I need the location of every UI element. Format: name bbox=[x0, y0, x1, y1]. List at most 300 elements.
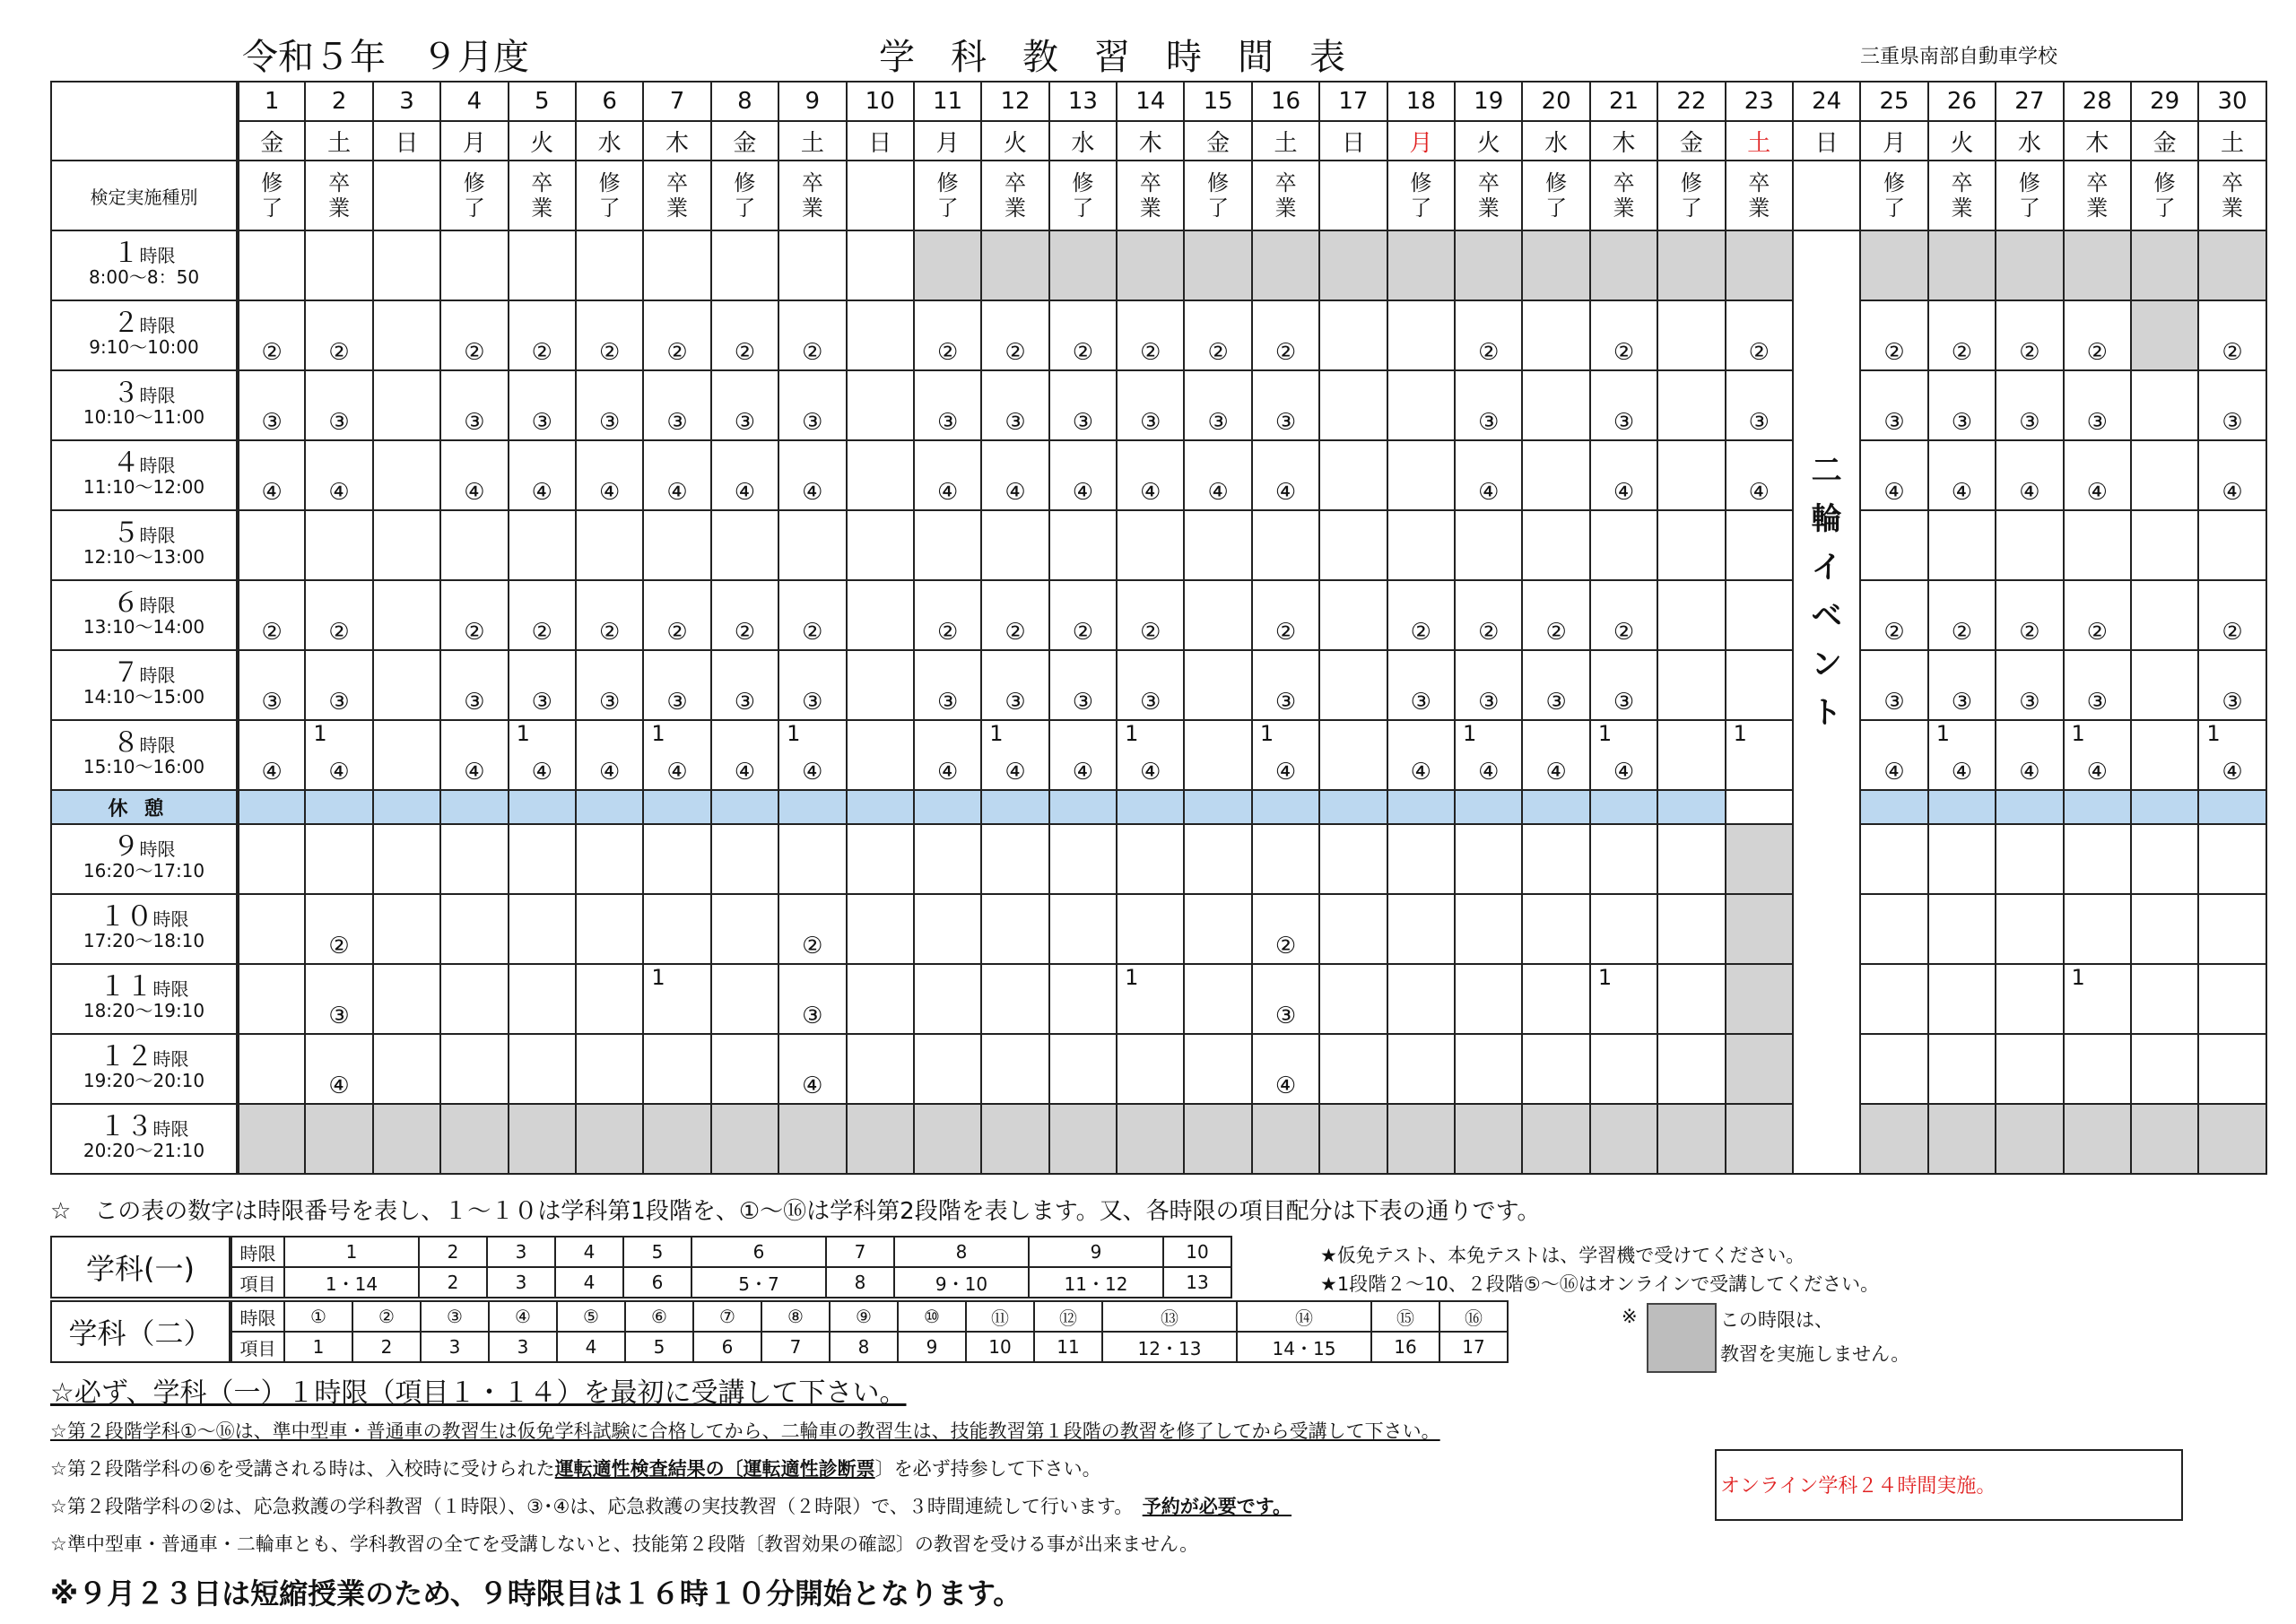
schedule-cell bbox=[1455, 300, 1522, 370]
schedule-cell bbox=[778, 230, 846, 300]
schedule-cell bbox=[981, 300, 1048, 370]
weekday: 日 bbox=[1319, 121, 1387, 161]
schedule-cell bbox=[1184, 1034, 1251, 1104]
stage2-period: ② bbox=[261, 619, 283, 646]
schedule-cell bbox=[2064, 230, 2131, 300]
schedule-cell bbox=[1657, 1104, 1725, 1174]
stage2-period: ③ bbox=[2086, 409, 2108, 436]
exam-kind bbox=[1319, 161, 1387, 230]
stage2-period: ③ bbox=[598, 689, 621, 716]
schedule-cell bbox=[1319, 300, 1387, 370]
schedule-cell bbox=[2131, 510, 2198, 580]
schedule-cell bbox=[1590, 824, 1657, 894]
stage2-period: ② bbox=[1410, 619, 1431, 646]
weekday: 月 bbox=[440, 121, 508, 161]
stage2-period: ④ bbox=[1410, 759, 1431, 786]
day-number: 27 bbox=[1996, 82, 2063, 121]
stage2-period: ② bbox=[2086, 339, 2108, 366]
schedule-cell bbox=[1522, 370, 1589, 440]
schedule-cell bbox=[1319, 1034, 1387, 1104]
gray-swatch bbox=[1647, 1303, 1717, 1373]
schedule-cell bbox=[1590, 230, 1657, 300]
stage2-period: ② bbox=[666, 619, 688, 646]
rest-cell bbox=[2064, 790, 2131, 824]
day-number: 19 bbox=[1455, 82, 1522, 121]
exam-kind: 卒 業 bbox=[1726, 161, 1793, 230]
stage2-period: ② bbox=[531, 619, 552, 646]
schedule-cell bbox=[643, 370, 710, 440]
stage2-period: ③ bbox=[328, 689, 350, 716]
period-row bbox=[51, 300, 2266, 370]
schedule-cell bbox=[1184, 230, 1251, 300]
day-number: 23 bbox=[1726, 82, 1793, 121]
period-label bbox=[51, 440, 238, 510]
schedule-cell bbox=[711, 370, 778, 440]
schedule-cell bbox=[643, 510, 710, 580]
schedule-cell bbox=[1657, 440, 1725, 510]
schedule-cell bbox=[981, 370, 1048, 440]
subject-item: 14・15 bbox=[1237, 1332, 1371, 1362]
schedule-cell bbox=[1657, 824, 1725, 894]
day-number: 14 bbox=[1117, 82, 1184, 121]
schedule-cell bbox=[509, 650, 576, 720]
schedule-cell bbox=[847, 370, 914, 440]
schedule-cell bbox=[238, 230, 305, 300]
period-suffix: 時限 bbox=[139, 385, 176, 406]
note-3b: 予約が必要です。 bbox=[1142, 1496, 1292, 1517]
schedule-cell bbox=[1455, 510, 1522, 580]
period-time: 17:20～18:10 bbox=[83, 930, 205, 951]
schedule-cell bbox=[914, 824, 981, 894]
schedule-cell bbox=[373, 964, 440, 1034]
stage2-period: ② bbox=[2019, 619, 2040, 646]
schedule-cell bbox=[373, 824, 440, 894]
schedule-cell bbox=[1928, 824, 1996, 894]
period-time: 10:10～11:00 bbox=[83, 406, 205, 428]
schedule-cell bbox=[373, 510, 440, 580]
schedule-cell bbox=[440, 650, 508, 720]
exam-kind: 修 了 bbox=[1049, 161, 1117, 230]
day-number: 18 bbox=[1387, 82, 1455, 121]
schedule-cell bbox=[1117, 720, 1184, 790]
period-label bbox=[51, 650, 238, 720]
subject-item: 9・10 bbox=[894, 1267, 1029, 1298]
schedule-cell bbox=[1726, 824, 1793, 894]
subject-item: 9 bbox=[898, 1332, 966, 1362]
stage2-period: ④ bbox=[2019, 479, 2040, 506]
schedule-cell bbox=[1117, 580, 1184, 650]
stage2-period: ④ bbox=[666, 759, 688, 786]
period-label bbox=[51, 580, 238, 650]
stage2-period: ③ bbox=[1748, 409, 1770, 436]
schedule-cell bbox=[2198, 650, 2266, 720]
stage1-period: 1 bbox=[1259, 721, 1274, 746]
schedule-cell bbox=[1657, 720, 1725, 790]
schedule-cell bbox=[711, 440, 778, 510]
schedule-cell bbox=[1928, 720, 1996, 790]
period-row bbox=[51, 894, 2266, 964]
schedule-cell bbox=[1049, 230, 1117, 300]
period-suffix: 時限 bbox=[139, 455, 176, 476]
stage2-period: ④ bbox=[328, 759, 350, 786]
stage2-period: ③ bbox=[1883, 689, 1905, 716]
stage2-period: ④ bbox=[531, 479, 552, 506]
schedule-cell bbox=[1455, 894, 1522, 964]
stage2-period: ③ bbox=[1545, 689, 1567, 716]
stage2-period: ② bbox=[1883, 619, 1905, 646]
note-1-text: ☆第２段階学科①～⑯は、準中型車・普通車の教習生は仮免学科試験に合格してから、二輪車の教習生は、技能教習第１段階の教習を修了してから受講して下さい。 bbox=[50, 1420, 1440, 1442]
stage2-period: ④ bbox=[1478, 759, 1500, 786]
schedule-cell bbox=[1726, 230, 1793, 300]
schedule-cell bbox=[373, 370, 440, 440]
stage2-period: ③ bbox=[1613, 689, 1635, 716]
stage2-period: ④ bbox=[1478, 479, 1500, 506]
schedule-cell bbox=[1455, 440, 1522, 510]
stage2-period: ② bbox=[666, 339, 688, 366]
schedule-cell bbox=[643, 1104, 710, 1174]
subject-period: ⑫ bbox=[1034, 1301, 1102, 1332]
stage2-period: ② bbox=[1951, 339, 1973, 366]
schedule-cell bbox=[914, 230, 981, 300]
stage2-period: ④ bbox=[1613, 759, 1635, 786]
weekday: 金 bbox=[238, 121, 305, 161]
schedule-cell bbox=[1860, 230, 1927, 300]
exam-kind: 卒 業 bbox=[778, 161, 846, 230]
stage2-period: ② bbox=[1207, 339, 1229, 366]
stage2-period: ④ bbox=[802, 479, 823, 506]
subject-period: ⑦ bbox=[693, 1301, 761, 1332]
stage2-period: ③ bbox=[1883, 409, 1905, 436]
period-suffix: 時限 bbox=[152, 1048, 189, 1070]
schedule-cell bbox=[847, 300, 914, 370]
stage1-period: 1 bbox=[1597, 721, 1613, 746]
stage2-period: ③ bbox=[1140, 689, 1161, 716]
schedule-cell bbox=[2064, 720, 2131, 790]
stage1-period: 1 bbox=[1733, 721, 1747, 746]
day-number: 30 bbox=[2198, 82, 2266, 121]
subject-period: 2 bbox=[419, 1237, 487, 1267]
schedule-cell bbox=[509, 1104, 576, 1174]
day-number: 26 bbox=[1928, 82, 1996, 121]
stage2-period: ③ bbox=[1004, 689, 1026, 716]
stage2-period: ④ bbox=[531, 759, 552, 786]
stage2-period: ② bbox=[1748, 339, 1770, 366]
schedule-cell bbox=[1996, 580, 2063, 650]
schedule-cell bbox=[1522, 440, 1589, 510]
schedule-cell bbox=[711, 894, 778, 964]
subject-period: ⑩ bbox=[898, 1301, 966, 1332]
day-number: 15 bbox=[1184, 82, 1251, 121]
note-must-text: ☆必ず、学科（一）１時限（項目１・１４）を最初に受講して下さい。 bbox=[50, 1377, 907, 1409]
rest-cell bbox=[778, 790, 846, 824]
schedule-cell bbox=[1252, 1034, 1319, 1104]
schedule-table bbox=[50, 81, 2267, 1175]
period-time: 8:00～8：50 bbox=[88, 266, 200, 288]
stage2-period: ② bbox=[531, 339, 552, 366]
exam-kind: 修 了 bbox=[914, 161, 981, 230]
weekday: 土 bbox=[778, 121, 846, 161]
subject-label: 学科（二） bbox=[51, 1301, 230, 1362]
schedule-cell bbox=[778, 580, 846, 650]
schedule-cell bbox=[1726, 1034, 1793, 1104]
rest-cell bbox=[1657, 790, 1725, 824]
schedule-cell bbox=[1117, 510, 1184, 580]
schedule-cell bbox=[1455, 964, 1522, 1034]
period-time: 20:20～21:10 bbox=[83, 1140, 205, 1161]
period-row bbox=[51, 824, 2266, 894]
stage2-period: ② bbox=[2086, 619, 2108, 646]
exam-kind bbox=[847, 161, 914, 230]
period-time: 16:20～17:10 bbox=[83, 860, 205, 881]
schedule-cell bbox=[847, 510, 914, 580]
period-time: 9:10～10:00 bbox=[89, 336, 199, 358]
schedule-cell bbox=[2198, 1034, 2266, 1104]
day-number: 12 bbox=[981, 82, 1048, 121]
schedule-cell bbox=[2064, 370, 2131, 440]
weekday: 土 bbox=[2198, 121, 2266, 161]
subject-item-row bbox=[51, 1332, 1508, 1362]
schedule-cell bbox=[1860, 1104, 1927, 1174]
schedule-cell bbox=[1387, 964, 1455, 1034]
schedule-cell bbox=[576, 510, 643, 580]
schedule-cell bbox=[1928, 964, 1996, 1034]
stage2-period: ③ bbox=[1478, 689, 1500, 716]
period-time: 14:10～15:00 bbox=[83, 686, 205, 708]
schedule-cell bbox=[1252, 824, 1319, 894]
schedule-cell bbox=[1319, 720, 1387, 790]
day-number: 3 bbox=[373, 82, 440, 121]
subject-item: 11 bbox=[1034, 1332, 1102, 1362]
exam-kind: 修 了 bbox=[1657, 161, 1725, 230]
subject-period: ⑧ bbox=[761, 1301, 830, 1332]
schedule-cell bbox=[1387, 300, 1455, 370]
rest-cell bbox=[373, 790, 440, 824]
schedule-cell bbox=[1860, 510, 1927, 580]
subject-period: ③ bbox=[421, 1301, 489, 1332]
stage2-period: ③ bbox=[1478, 409, 1500, 436]
rest-cell bbox=[1455, 790, 1522, 824]
schedule-cell bbox=[778, 300, 846, 370]
schedule-cell bbox=[1860, 580, 1927, 650]
stage2-period: ② bbox=[328, 619, 350, 646]
subject-item: 8 bbox=[830, 1332, 898, 1362]
stage2-period: ③ bbox=[328, 409, 350, 436]
schedule-cell bbox=[1928, 510, 1996, 580]
weekday: 水 bbox=[1522, 121, 1589, 161]
schedule-cell bbox=[1996, 720, 2063, 790]
note-4: ☆準中型車・普通車・二輪車とも、学科教習の全てを受講しないと、技能第２段階〔教習効果の確認〕の教習を受ける事が出来ません。 bbox=[50, 1533, 1199, 1555]
schedule-cell bbox=[576, 1034, 643, 1104]
schedule-cell bbox=[1590, 964, 1657, 1034]
schedule-cell bbox=[1117, 650, 1184, 720]
stage2-period: ③ bbox=[1274, 409, 1297, 436]
schedule-cell bbox=[440, 1034, 508, 1104]
subject-period: ⑪ bbox=[966, 1301, 1034, 1332]
schedule-cell bbox=[1860, 370, 1927, 440]
schedule-cell bbox=[981, 580, 1048, 650]
stage2-period: ③ bbox=[1951, 689, 1973, 716]
schedule-cell bbox=[1184, 720, 1251, 790]
stage2-period: ③ bbox=[1072, 409, 1094, 436]
row-label: 時限 bbox=[230, 1237, 284, 1267]
subject-period: ④ bbox=[489, 1301, 557, 1332]
stage2-period: ③ bbox=[261, 689, 283, 716]
schedule-cell bbox=[1252, 580, 1319, 650]
stage2-period: ④ bbox=[261, 759, 283, 786]
subject-period: ⑥ bbox=[625, 1301, 693, 1332]
note-explanation: ☆ この表の数字は時限番号を表し、１～１０は学科第1段階を、①～⑯は学科第2段階を表します。又、各時限の項目配分は下表の通りです。 bbox=[50, 1198, 1541, 1225]
schedule-cell bbox=[1590, 580, 1657, 650]
stage2-period: ④ bbox=[1004, 479, 1026, 506]
schedule-cell bbox=[1252, 370, 1319, 440]
day-number: 22 bbox=[1657, 82, 1725, 121]
day-number: 2 bbox=[305, 82, 372, 121]
schedule-cell bbox=[914, 650, 981, 720]
schedule-cell bbox=[914, 580, 981, 650]
stage2-period: ② bbox=[261, 339, 283, 366]
day-number: 25 bbox=[1860, 82, 1927, 121]
stage2-period: ③ bbox=[1274, 689, 1297, 716]
schedule-cell bbox=[711, 720, 778, 790]
stage2-period: ③ bbox=[666, 689, 688, 716]
stage2-period: ② bbox=[802, 339, 823, 366]
stage2-period: ④ bbox=[1883, 479, 1905, 506]
exam-kind: 修 了 bbox=[238, 161, 305, 230]
schedule-cell bbox=[509, 370, 576, 440]
rest-cell bbox=[1928, 790, 1996, 824]
note-3 bbox=[50, 1492, 1292, 1519]
schedule-cell bbox=[238, 1034, 305, 1104]
page-title: 学 科 教 習 時 間 表 bbox=[879, 37, 1345, 78]
stage1-period: 1 bbox=[651, 965, 665, 990]
schedule-cell bbox=[576, 894, 643, 964]
schedule-cell bbox=[981, 824, 1048, 894]
kind-row bbox=[51, 161, 2266, 230]
schedule-cell bbox=[576, 300, 643, 370]
stage2-period: ③ bbox=[802, 409, 823, 436]
stage2-period: ④ bbox=[1274, 1073, 1297, 1099]
day-number: 6 bbox=[576, 82, 643, 121]
stage1-period: 1 bbox=[516, 721, 530, 746]
schedule-cell bbox=[2131, 300, 2198, 370]
schedule-cell bbox=[2198, 370, 2266, 440]
subject-period: ① bbox=[284, 1301, 352, 1332]
schedule-cell bbox=[305, 230, 372, 300]
period-suffix: 時限 bbox=[139, 838, 176, 860]
schedule-cell bbox=[1928, 1104, 1996, 1174]
stage1-period: 1 bbox=[1935, 721, 1951, 746]
exam-kind bbox=[1793, 161, 1860, 230]
subject-item: 2 bbox=[419, 1267, 487, 1298]
schedule-cell bbox=[1996, 370, 2063, 440]
weekday: 日 bbox=[1793, 121, 1860, 161]
schedule-cell bbox=[1522, 230, 1589, 300]
day-number: 1 bbox=[238, 82, 305, 121]
schedule-cell bbox=[1657, 300, 1725, 370]
schedule-cell bbox=[847, 1104, 914, 1174]
schedule-cell bbox=[1657, 964, 1725, 1034]
schedule-cell bbox=[1455, 370, 1522, 440]
schedule-cell bbox=[305, 1034, 372, 1104]
schedule-cell bbox=[1726, 300, 1793, 370]
stage2-period: ③ bbox=[328, 1003, 350, 1029]
exam-kind: 卒 業 bbox=[981, 161, 1048, 230]
schedule-cell bbox=[1319, 510, 1387, 580]
period-number: ４ bbox=[112, 447, 140, 479]
schedule-cell bbox=[509, 964, 576, 1034]
schedule-cell bbox=[2064, 1034, 2131, 1104]
schedule-cell bbox=[1455, 230, 1522, 300]
stage2-period: ③ bbox=[2222, 689, 2243, 716]
subject1-table bbox=[50, 1236, 1232, 1298]
rest-cell bbox=[1522, 790, 1589, 824]
stage2-period: ④ bbox=[802, 1073, 823, 1099]
schedule-cell bbox=[643, 720, 710, 790]
schedule-cell bbox=[914, 1034, 981, 1104]
schedule-cell bbox=[2131, 1034, 2198, 1104]
stage2-period: ③ bbox=[802, 1003, 823, 1029]
schedule-cell bbox=[440, 440, 508, 510]
period-row bbox=[51, 1034, 2266, 1104]
schedule-cell bbox=[1049, 370, 1117, 440]
stage2-period: ② bbox=[2222, 619, 2243, 646]
schedule-cell bbox=[2198, 580, 2266, 650]
schedule-cell bbox=[238, 720, 305, 790]
rest-cell bbox=[576, 790, 643, 824]
schedule-cell bbox=[1590, 1104, 1657, 1174]
subject-item: 12・13 bbox=[1102, 1332, 1237, 1362]
rest-cell bbox=[1860, 790, 1927, 824]
period-label bbox=[51, 300, 238, 370]
schedule-cell bbox=[1117, 1104, 1184, 1174]
exam-kind: 修 了 bbox=[1996, 161, 2063, 230]
period-number: ８ bbox=[112, 727, 140, 759]
period-suffix: 時限 bbox=[139, 315, 176, 336]
schedule-cell bbox=[981, 650, 1048, 720]
day-number: 5 bbox=[509, 82, 576, 121]
schedule-cell bbox=[238, 440, 305, 510]
schedule-cell bbox=[305, 824, 372, 894]
day-number: 9 bbox=[778, 82, 846, 121]
schedule-cell bbox=[1928, 650, 1996, 720]
schedule-cell bbox=[1184, 824, 1251, 894]
schedule-cell bbox=[778, 964, 846, 1034]
stage2-period: ③ bbox=[1140, 409, 1161, 436]
schedule-cell bbox=[440, 300, 508, 370]
stage2-period: ④ bbox=[2222, 759, 2243, 786]
period-time: 11:10～12:00 bbox=[83, 476, 205, 498]
stage2-period: ③ bbox=[464, 409, 485, 436]
stage2-period: ③ bbox=[2019, 689, 2040, 716]
period-number: １３ bbox=[99, 1111, 153, 1142]
schedule-cell bbox=[509, 824, 576, 894]
period-label bbox=[51, 964, 238, 1034]
schedule-cell bbox=[1522, 650, 1589, 720]
schedule-cell bbox=[1387, 1034, 1455, 1104]
stage2-period: ③ bbox=[261, 409, 283, 436]
schedule-cell bbox=[981, 440, 1048, 510]
period-row bbox=[51, 440, 2266, 510]
schedule-cell bbox=[847, 720, 914, 790]
schedule-cell bbox=[1252, 230, 1319, 300]
schedule-cell bbox=[1590, 510, 1657, 580]
schedule-cell bbox=[1657, 650, 1725, 720]
period-time: 18:20～19:10 bbox=[83, 1000, 205, 1021]
schedule-cell bbox=[914, 964, 981, 1034]
schedule-cell bbox=[305, 650, 372, 720]
stage2-period: ② bbox=[1545, 619, 1567, 646]
stage2-period: ④ bbox=[1883, 759, 1905, 786]
